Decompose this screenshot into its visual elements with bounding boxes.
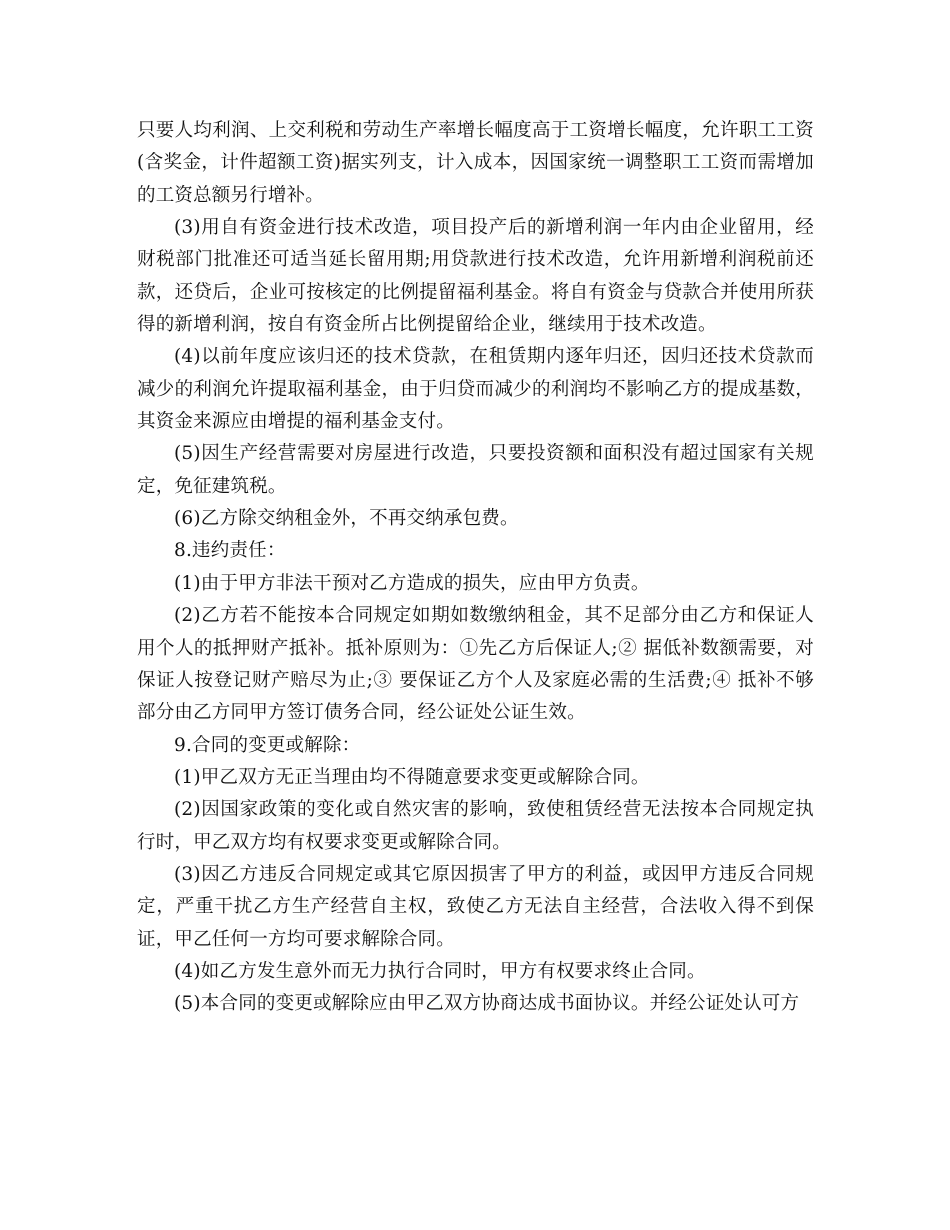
- paragraph-change-item-2: (2)因国家政策的变化或自然灾害的影响，致使租赁经营无法按本合同规定执行时，甲乙双方均有权要求变更或解除合同。: [137, 799, 814, 853]
- paragraph-item-4-tech-loan: (4)以前年度应该归还的技术贷款，在租赁期内逐年归还，因归还技术贷款而减少的利润允许提取福利基金，由于归贷而减少的利润均不影响乙方的提成基数，其资金来源应由增提的福利基金支付。: [137, 346, 814, 433]
- paragraph-change-item-4: (4)如乙方发生意外而无力执行合同时，甲方有权要求终止合同。: [174, 960, 706, 982]
- section-heading-9-change: 9.合同的变更或解除：: [174, 734, 361, 756]
- paragraph-breach-item-2: (2)乙方若不能按本合同规定如期如数缴纳租金，其不足部分由乙方和保证人用个人的抵押财产抵补。抵补原则为：①先乙方后保证人;② 据低补数额需要，对保证人按登记财产赔尽为止;③ 要保证乙方个人及家庭必需的生活费;④ 抵补不够部分由乙方同甲方签订债务合同，经公证处公证生效。: [137, 605, 814, 724]
- paragraph-breach-item-1: (1)由于甲方非法干预对乙方造成的损失，应由甲方负责。: [174, 572, 650, 594]
- paragraph-item-3-tech-upgrade: (3)用自有资金进行技术改造，项目投产后的新增利润一年内由企业留用，经财税部门批准还可适当延长留用期;用贷款进行技术改造，允许用新增利润税前还款，还贷后，企业可按核定的比例提留福利基金。将自有资金与贷款合并使用所获得的新增利润，按自有资金所占比例提留给企业，继续用于技术改造。: [137, 217, 814, 336]
- paragraph-wage-continuation: 只要人均利润、上交利税和劳动生产率增长幅度高于工资增长幅度，允许职工工资(含奖金，计件超额工资)据实列支，计入成本，因国家统一调整职工工资而需增加的工资总额另行增补。: [137, 120, 814, 206]
- paragraph-change-item-1: (1)甲乙双方无正当理由均不得随意要求变更或解除合同。: [174, 766, 650, 788]
- paragraph-change-item-5: (5)本合同的变更或解除应由甲乙双方协商达成书面协议。并经公证处认可方: [174, 993, 800, 1015]
- section-heading-8-breach: 8.违约责任：: [174, 540, 286, 562]
- paragraph-item-5-building-tax: (5)因生产经营需要对房屋进行改造，只要投资额和面积没有超过国家有关规定，免征建筑税。: [137, 443, 814, 497]
- paragraph-change-item-3: (3)因乙方违反合同规定或其它原因损害了甲方的利益，或因甲方违反合同规定，严重干扰乙方生产经营自主权，致使乙方无法自主经营，合法收入得不到保证，甲乙任何一方均可要求解除合同。: [137, 863, 814, 950]
- paragraph-item-6-rent: (6)乙方除交纳租金外，不再交纳承包费。: [174, 508, 519, 530]
